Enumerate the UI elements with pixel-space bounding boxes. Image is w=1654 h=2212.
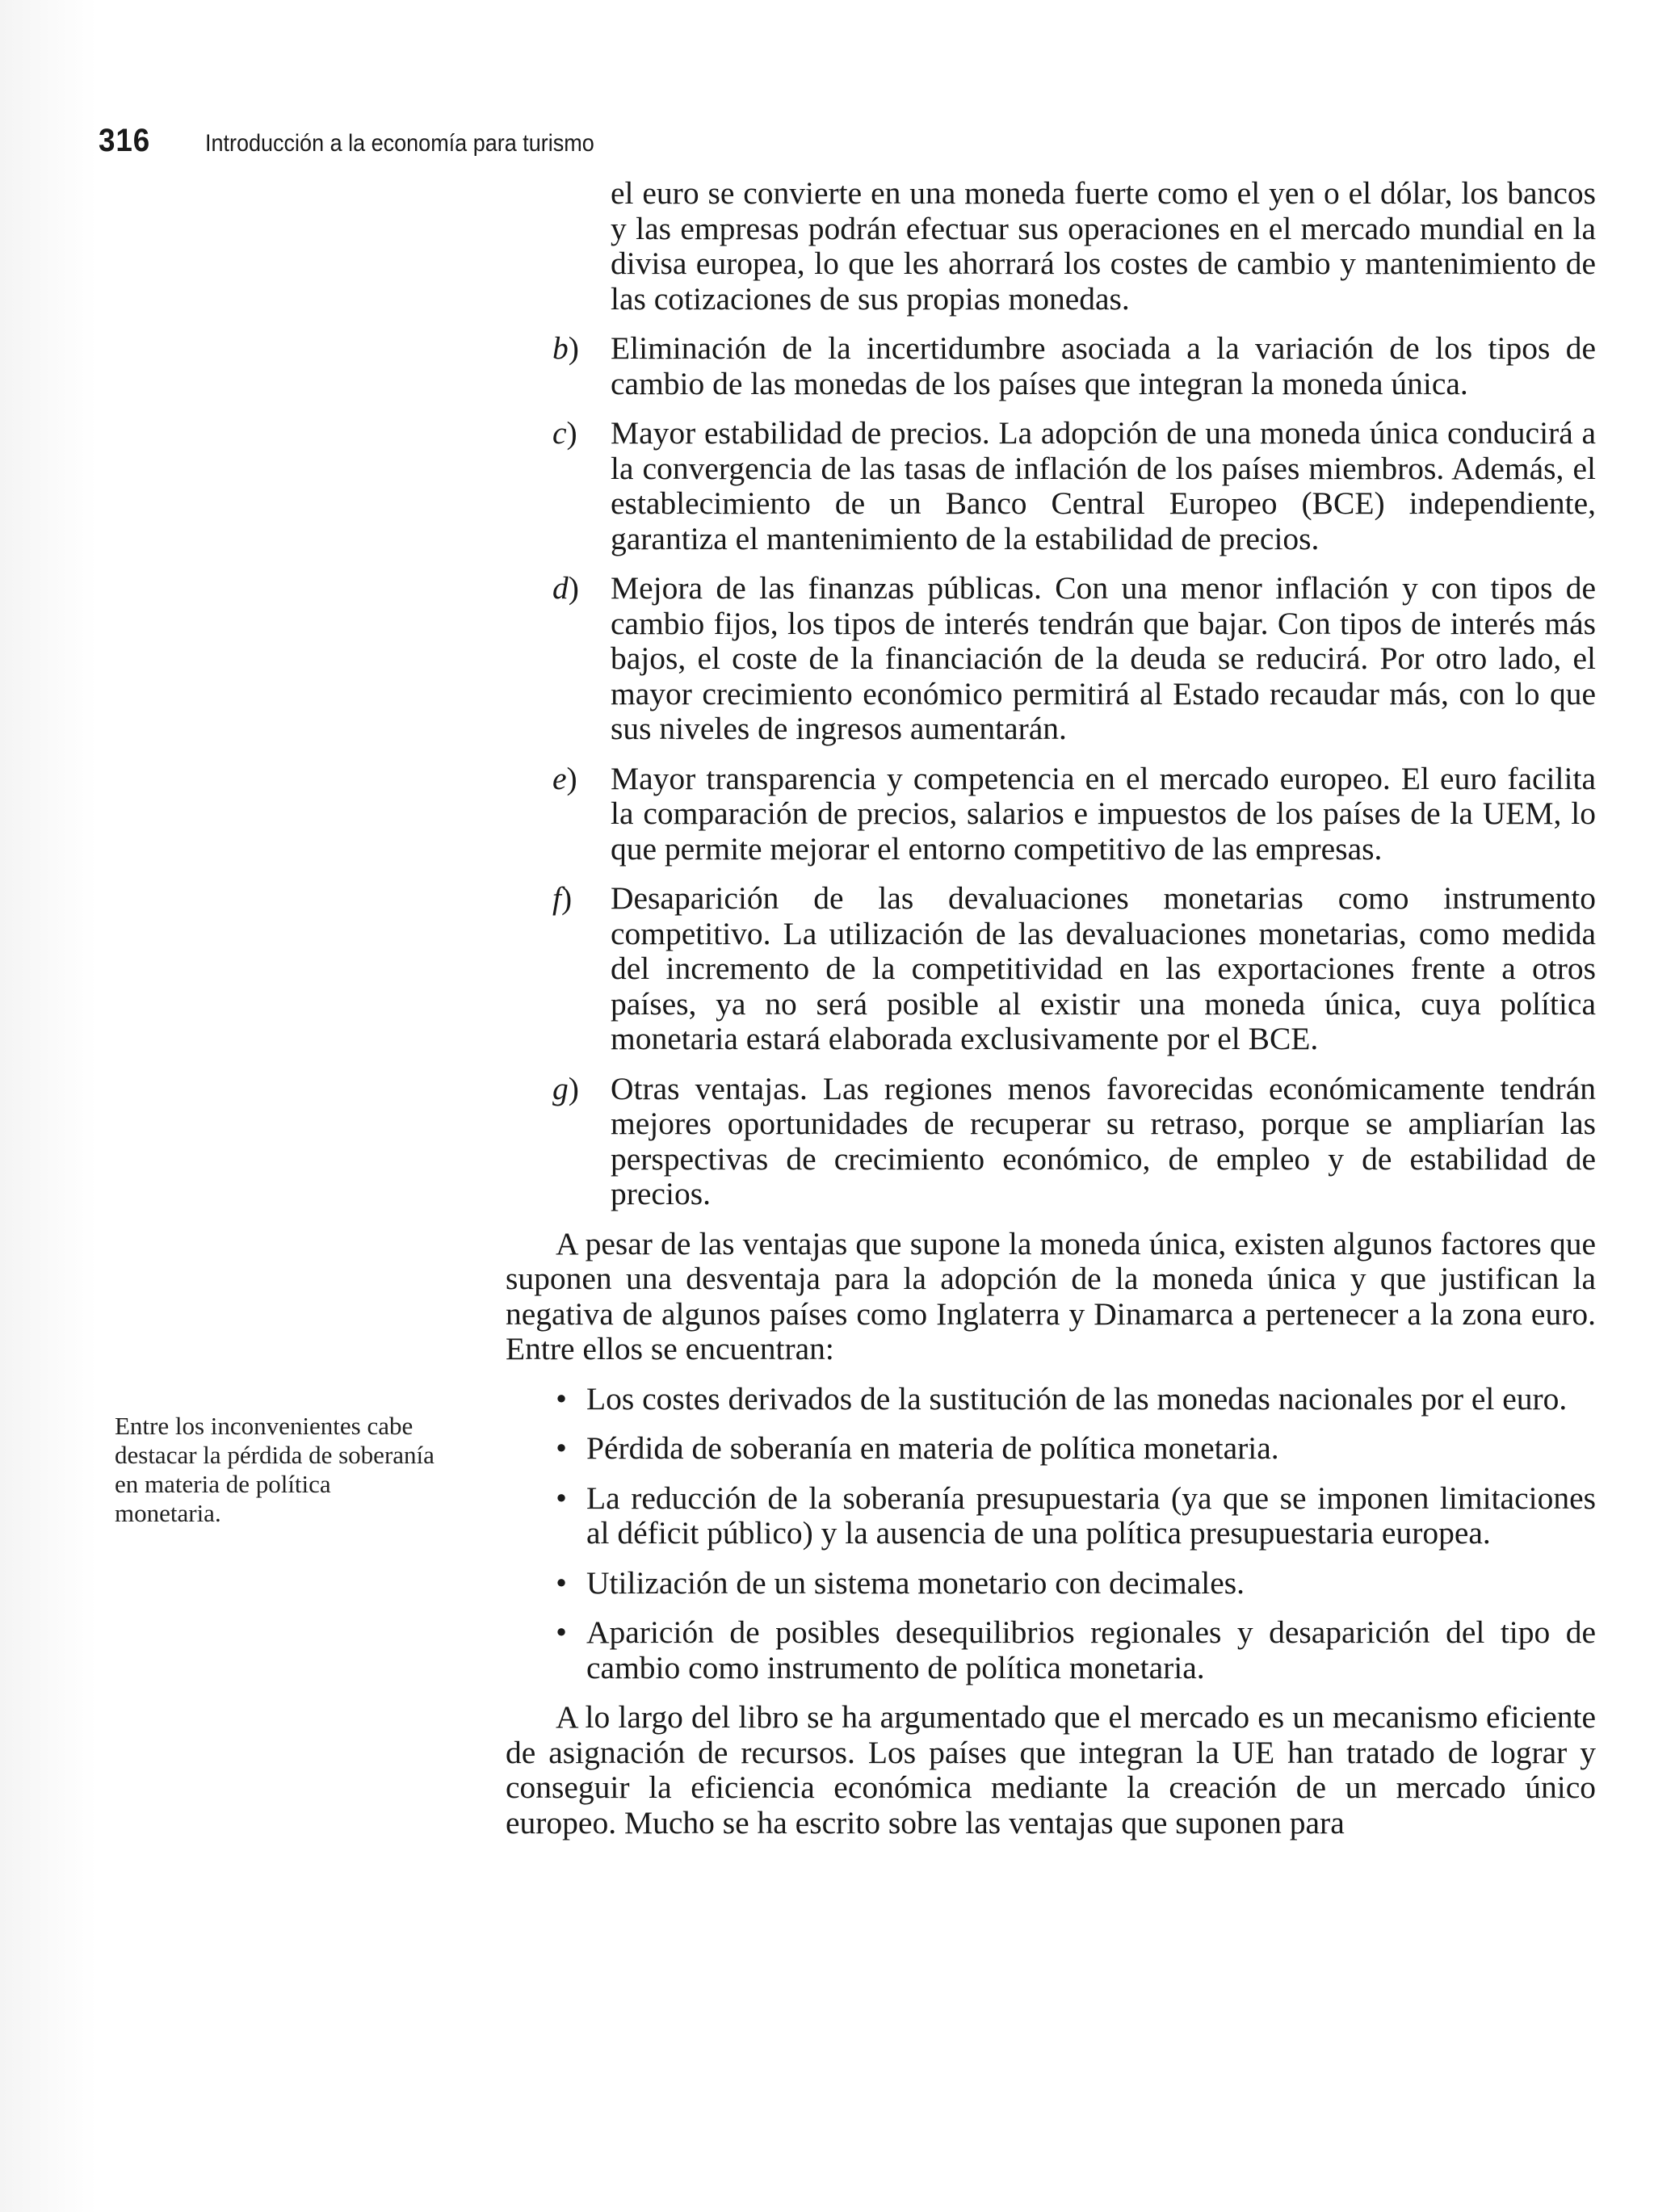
bullet-icon: • — [556, 1614, 567, 1650]
bullet-icon: • — [556, 1380, 567, 1417]
list-item-c — [506, 416, 1596, 556]
bullet-item — [506, 1615, 1596, 1685]
continuation-paragraph: el euro se convierte en una moneda fuerte como el yen o el dólar, los bancos y las empresas podrán efectuar sus operaciones en el mercado mundial en la divisa europea, lo que les ahorrará los costes de cambio y mantenimiento de las cotizaciones de sus propias monedas. — [611, 175, 1596, 317]
bullet-item — [506, 1382, 1596, 1417]
bullet-item — [506, 1566, 1596, 1601]
bullet-icon: • — [556, 1564, 567, 1601]
bullet-text: Aparición de posibles desequilibrios regionales y desaparición del tipo de cambio como instrumento de política monetaria. — [586, 1614, 1596, 1685]
body-paragraph-1: A pesar de las ventajas que supone la moneda única, existen algunos factores que suponen una desventaja para la adopción de la moneda única y que justifican la negativa de algunos países como Inglaterra y Dinamarca a pertenecer a la zona euro. Entre ellos se encuentran: — [506, 1225, 1596, 1366]
list-item-b — [506, 331, 1596, 401]
main-text — [506, 176, 1596, 1855]
bullet-icon: • — [556, 1430, 567, 1466]
item-letter: d) — [552, 570, 579, 606]
bullet-item — [506, 1431, 1596, 1467]
item-text: Eliminación de la incertidumbre asociada a la variación de los tipos de cambio de las monedas de los países que integran la moneda única. — [611, 330, 1596, 401]
page-number: 316 — [99, 123, 151, 158]
item-text: Otras ventajas. Las regiones menos favorecidas económicamente tendrán mejores oportunidades de recuperar su retraso, porque se ampliarían las perspectivas de crecimiento económico, de empleo y de estabilidad de precios. — [611, 1070, 1596, 1211]
item-text: Mayor transparencia y competencia en el mercado europeo. El euro facilita la comparación de precios, salarios e impuestos de los países de la UEM, lo que permite mejorar el entorno competitivo de las empresas. — [611, 760, 1596, 867]
item-letter: f) — [552, 880, 573, 916]
body-paragraph-2: A lo largo del libro se ha argumentado que el mercado es un mecanismo eficiente de asignación de recursos. Los países que integran la UE han tratado de lograr y conseguir la eficiencia económica mediante la creación de un mercado único europeo. Mucho se ha escrito sobre las ventajas que suponen para — [506, 1699, 1596, 1841]
item-letter: b) — [552, 330, 579, 366]
running-title: Introducción a la economía para turismo — [204, 130, 594, 157]
bullet-text: Pérdida de soberanía en materia de política monetaria. — [586, 1430, 1279, 1466]
item-text: Mejora de las finanzas públicas. Con una menor inflación y con tipos de cambio fijos, los tipos de interés tendrán que bajar. Con tipos de interés más bajos, el coste de la financiación de la deuda se reducirá. Por otro lado, el mayor crecimiento económico permitirá al Estado recaudar más, con lo que sus niveles de ingresos aumentarán. — [611, 570, 1596, 746]
bullet-text: Los costes derivados de la sustitución de las monedas nacionales por el euro. — [586, 1380, 1568, 1417]
bullet-text: La reducción de la soberanía presupuestaria (ya que se imponen limitaciones al déficit público) y la ausencia de una política presupuestaria europea. — [586, 1480, 1596, 1551]
list-item-d — [506, 571, 1596, 747]
item-letter: c) — [552, 415, 577, 451]
disadvantages-list — [506, 1382, 1596, 1686]
margin-note: Entre los inconvenientes cabe destacar la pérdida de soberanía en materia de política monetaria. — [115, 1412, 434, 1527]
list-item-f — [506, 881, 1596, 1057]
page-header — [99, 123, 637, 159]
list-item-g — [506, 1072, 1596, 1212]
scan-shadow — [0, 0, 97, 2212]
item-letter: e) — [552, 760, 577, 796]
item-text: Mayor estabilidad de precios. La adopción de una moneda única conducirá a la convergencia de las tasas de inflación de los países miembros. Además, el establecimiento de un Banco Central Europeo (BCE) independiente, garantiza el mantenimiento de la estabilidad de precios. — [611, 415, 1596, 556]
item-text: Desaparición de las devaluaciones monetarias como instrumento competitivo. La utilización de las devaluaciones monetarias, como medida del incremento de la competitividad en las exportaciones frente a otros países, ya no será posible al existir una moneda única, cuya política monetaria estará elaborada exclusivamente por el BCE. — [611, 880, 1596, 1056]
bullet-item — [506, 1481, 1596, 1551]
list-item-e — [506, 762, 1596, 867]
bullet-text: Utilización de un sistema monetario con decimales. — [586, 1564, 1245, 1601]
item-letter: g) — [552, 1070, 579, 1106]
bullet-icon: • — [556, 1480, 567, 1516]
